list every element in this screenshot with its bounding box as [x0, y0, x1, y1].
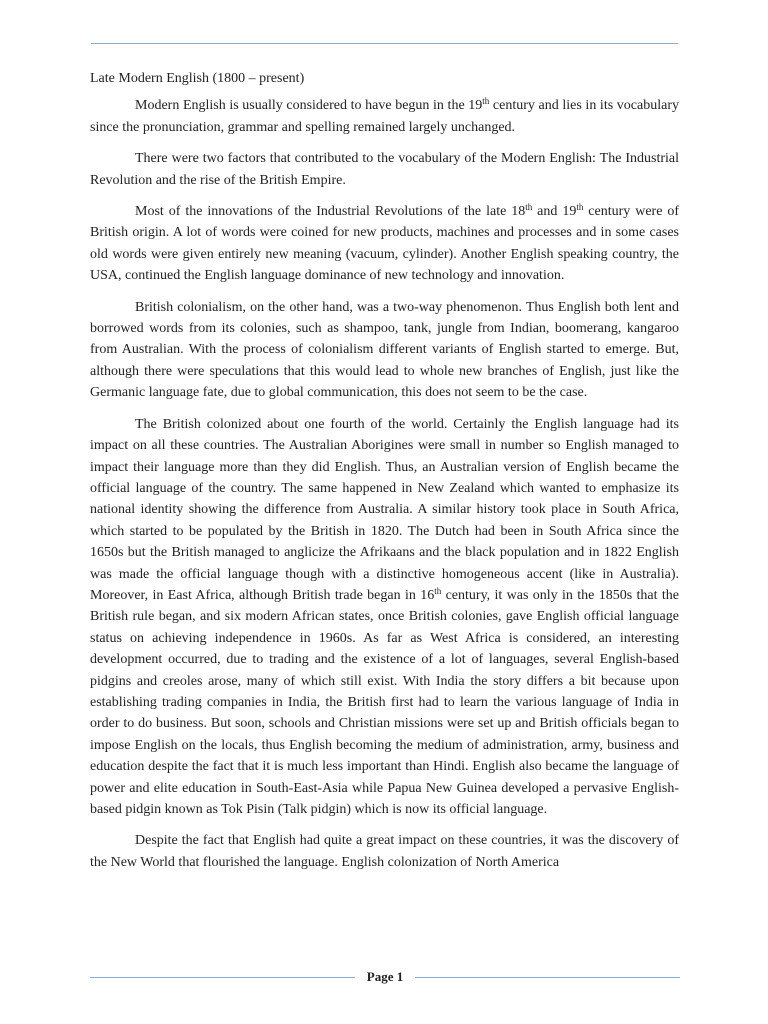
body-paragraph: [90, 414, 679, 821]
ordinal-superscript: th: [434, 585, 442, 596]
paragraph-text: The British colonized about one fourth of the world. Certainly the English language had its impact on all these countries. The Australian Aborigines were small in number so English managed to impact their language more than they did English. Thus, an Australian version of English became the official language of the country. The same happened in New Zealand which wanted to emphasize its national identity showing the difference from Australia. A similar history took place in South Africa, which started to be populated by the British in 1820. The Dutch had been in South Africa since the 1650s but the British managed to anglicize the Afrikaans and the black population and in 1822 English was made the official language though with a distinctive homogeneous accent (like in Australia). Moreover, in East Africa, although British trade began in 16: [90, 416, 679, 603]
page-footer: [90, 966, 680, 988]
ordinal-superscript: th: [525, 202, 533, 213]
paragraph-text: and 19: [532, 204, 577, 220]
header-rule: [91, 43, 678, 44]
paragraph-list: [90, 95, 679, 873]
ordinal-superscript: th: [576, 202, 584, 213]
footer-rule-right: [415, 977, 680, 978]
footer-rule-left: [90, 977, 355, 978]
body-paragraph: [90, 297, 679, 404]
body-paragraph: [90, 95, 679, 138]
paragraph-text: century were of British origin. A lot of words were coined for new products, machines and processes and in some cases old words were given entirely new meaning (vacuum, cylinder). Another English speaking country, the USA, continued the English language dominance of new technology and innovation.: [90, 204, 680, 284]
paragraph-text: Most of the innovations of the Industrial Revolutions of the late 18: [135, 204, 526, 220]
paragraph-text: There were two factors that contributed to the vocabulary of the Modern English: The Industrial Revolution and the rise of the British Empire.: [90, 151, 679, 188]
paragraph-text: Despite the fact that English had quite a great impact on these countries, it was the discovery of the New World that flourished the language. English colonization of North America: [90, 833, 679, 870]
section-heading: Late Modern English (1800 – present): [90, 71, 305, 86]
body-paragraph: [90, 148, 679, 191]
document-body: [90, 68, 679, 883]
paragraph-text: British colonialism, on the other hand, was a two-way phenomenon. Thus English both lent and borrowed words from its colonies, such as shampoo, tank, jungle from Indian, boomerang, kangaroo from Australian. With the process of colonialism different variants of English started to emerge. But, although there were speculations that this would lead to whole new branches of English, just like the Germanic language fate, due to global communication, this does not seem to be the case.: [90, 299, 679, 401]
paragraph-text: Modern English is usually considered to have begun in the 19: [135, 98, 483, 114]
body-paragraph: [90, 201, 679, 287]
body-paragraph: [90, 830, 679, 873]
paragraph-text: century and lies in its vocabulary since the pronunciation, grammar and spelling remained largely unchanged.: [90, 98, 679, 135]
ordinal-superscript: th: [482, 96, 490, 107]
page-number: Page 1: [366, 969, 404, 984]
paragraph-text: century, it was only in the 1850s that the British rule began, and six modern African states, once British colonies, gave English official language status on achieving independence in 1960s. As far as West Africa is considered, an interesting development occurred, due to trading and the existence of a lot of languages, several English-based pidgins and creoles arose, many of which still exist. With India the story differs a bit because upon establishing trading companies in India, the British first had to learn the various language of India in order to do business. But soon, schools and Christian missions were set up and British officials began to impose English on the locals, thus English becoming the medium of administration, army, business and education despite the fact that it is much less important than Hindi. English also became the language of power and elite education in South-East-Asia while Papua New Guinea developed a pervasive English-based pidgin known as Tok Pisin (Talk pidgin) which is now its official language.: [90, 587, 679, 817]
